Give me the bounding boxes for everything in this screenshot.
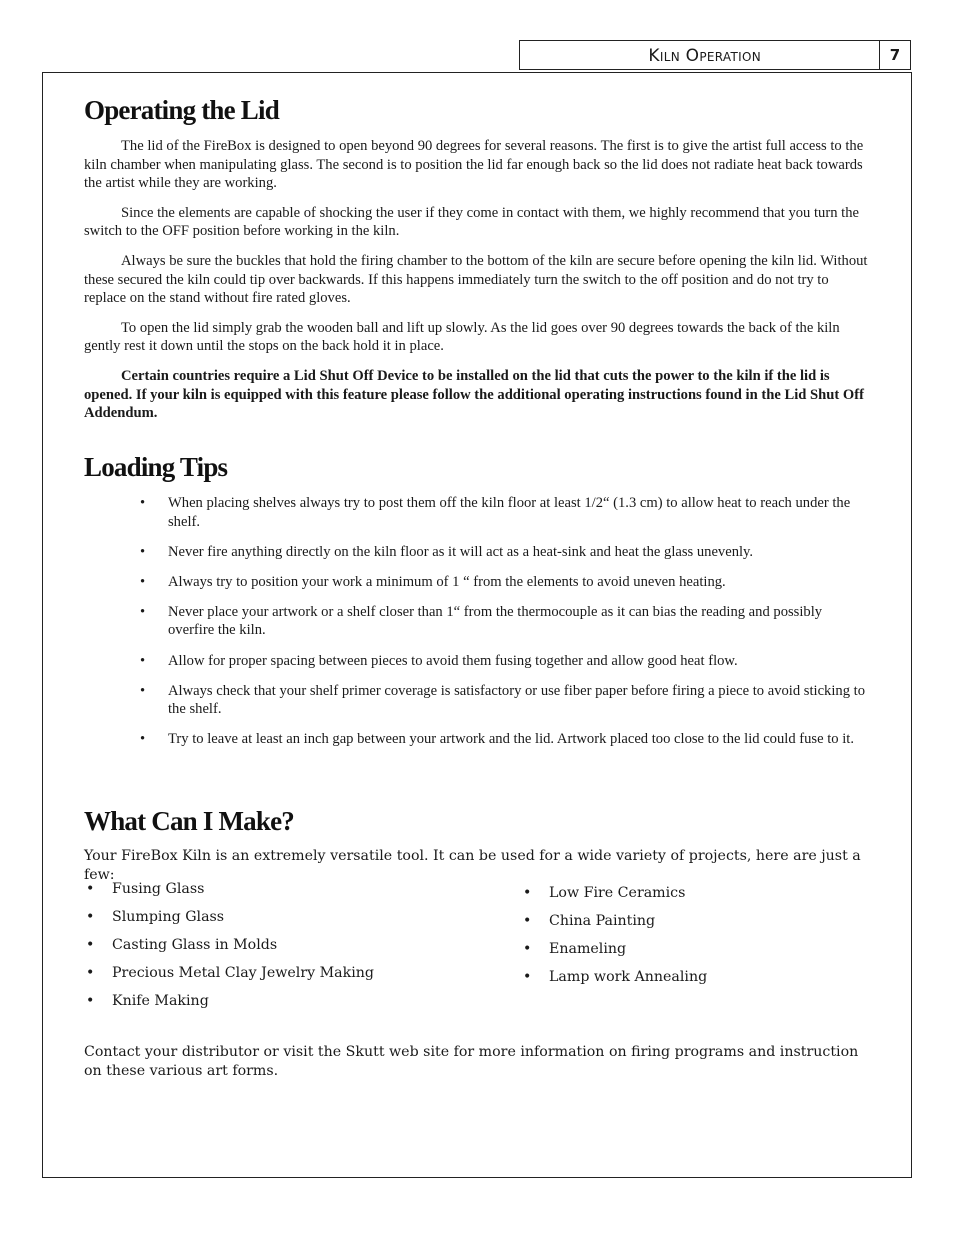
bullet: • xyxy=(140,682,146,699)
project-label: Slumping Glass xyxy=(112,909,225,925)
bullet: • xyxy=(140,573,146,590)
contact-note: Contact your distributor or visit the Skutt web site for more information on firing programs and instruction on these various art forms. xyxy=(84,1044,859,1079)
tip-text: Never fire anything directly on the kiln floor as it will act as a heat-sink and heat the glass unevenly. xyxy=(168,543,754,560)
list-item xyxy=(140,543,870,562)
lid-paragraph: Always be sure the buckles that hold the firing chamber to the bottom of the kiln are secure before opening the kiln lid. Without these secured the kiln could tip over backwards. If this happens immediately turn the switch to the off position and do not try to replace on the stand without fire rated gloves. xyxy=(84,252,868,307)
projects-list-right xyxy=(521,883,881,995)
bullet: • xyxy=(86,909,95,925)
bullet: • xyxy=(140,603,146,620)
list-item xyxy=(140,494,870,531)
bullet: • xyxy=(140,731,146,748)
make-intro: Your FireBox Kiln is an extremely versatile tool. It can be used for a wide variety of projects, here are just a few: xyxy=(84,848,861,883)
chapter-title: Kiln Operation xyxy=(519,40,880,70)
projects-list-left xyxy=(84,879,484,1019)
list-item xyxy=(84,935,484,963)
list-item xyxy=(521,939,881,967)
bullet: • xyxy=(523,913,532,929)
project-label: Enameling xyxy=(549,941,627,957)
project-label: China Painting xyxy=(549,913,656,929)
bullet: • xyxy=(86,965,95,981)
bullet: • xyxy=(140,543,146,560)
list-item xyxy=(140,730,870,749)
tip-text: Allow for proper spacing between pieces to avoid them fusing together and allow good heat flow. xyxy=(168,652,738,669)
bullet: • xyxy=(523,885,532,901)
project-label: Fusing Glass xyxy=(112,881,205,897)
tip-text: Try to leave at least an inch gap between your artwork and the lid. Artwork placed too close to the lid could fuse to it. xyxy=(168,731,854,748)
lid-paragraph: Since the elements are capable of shocking the user if they come in contact with them, we highly recommend that you turn the switch to the OFF position before working in the kiln. xyxy=(84,204,859,240)
heading-loading-tips: Loading Tips xyxy=(84,452,228,482)
list-item xyxy=(84,907,484,935)
project-label: Casting Glass in Molds xyxy=(112,937,278,953)
list-item xyxy=(140,573,870,592)
bullet: • xyxy=(523,969,532,985)
list-item xyxy=(84,991,484,1019)
lid-body xyxy=(84,137,870,434)
loading-tips-list xyxy=(140,494,870,760)
tip-text: When placing shelves always try to post them off the kiln floor at least 1/2“ (1.3 cm) to allow heat to reach under the shelf. xyxy=(168,495,851,530)
list-item xyxy=(84,879,484,907)
bullet: • xyxy=(86,881,95,897)
project-label: Low Fire Ceramics xyxy=(549,885,686,901)
bullet: • xyxy=(86,937,95,953)
list-item xyxy=(521,967,881,995)
tip-text: Always try to position your work a minimum of 1 “ from the elements to avoid uneven heating. xyxy=(168,573,726,590)
heading-operating-lid: Operating the Lid xyxy=(84,95,279,125)
page-header xyxy=(519,40,911,72)
project-label: Precious Metal Clay Jewelry Making xyxy=(112,965,374,981)
list-item xyxy=(140,603,870,640)
lid-paragraph: The lid of the FireBox is designed to open beyond 90 degrees for several reasons. The first is to give the artist full access to the kiln chamber when manipulating glass. The second is to position the lid far enough back so the lid does not radiate heat back towards the artist while they are working. xyxy=(84,138,864,192)
bullet: • xyxy=(140,495,146,511)
lid-paragraph: To open the lid simply grab the wooden ball and lift up slowly. As the lid goes over 90 degrees towards the back of the kiln gently rest it down until the stops on the back hold it in place. xyxy=(84,319,840,355)
list-item xyxy=(140,682,870,719)
list-item xyxy=(84,963,484,991)
lid-shutoff-notice: Certain countries require a Lid Shut Off Device to be installed on the lid that cuts the power to the kiln if the lid is opened. If your kiln is equipped with this feature please follow the additional operating instructions found in the Lid Shut Off Addendum. xyxy=(84,367,864,422)
tip-text: Never place your artwork or a shelf closer than 1“ from the thermocouple as it can bias the reading and possibly overfire the kiln. xyxy=(168,603,823,639)
heading-what-can-i-make: What Can I Make? xyxy=(84,806,294,836)
list-item xyxy=(521,911,881,939)
bullet: • xyxy=(523,941,532,957)
bullet: • xyxy=(140,652,146,669)
page-number: 7 xyxy=(879,40,911,70)
list-item xyxy=(140,652,870,671)
project-label: Lamp work Annealing xyxy=(549,969,708,985)
tip-text: Always check that your shelf primer coverage is satisfactory or use fiber paper before firing a piece to avoid sticking to the shelf. xyxy=(168,682,866,718)
project-label: Knife Making xyxy=(112,993,209,1009)
bullet: • xyxy=(86,993,95,1009)
list-item xyxy=(521,883,881,911)
